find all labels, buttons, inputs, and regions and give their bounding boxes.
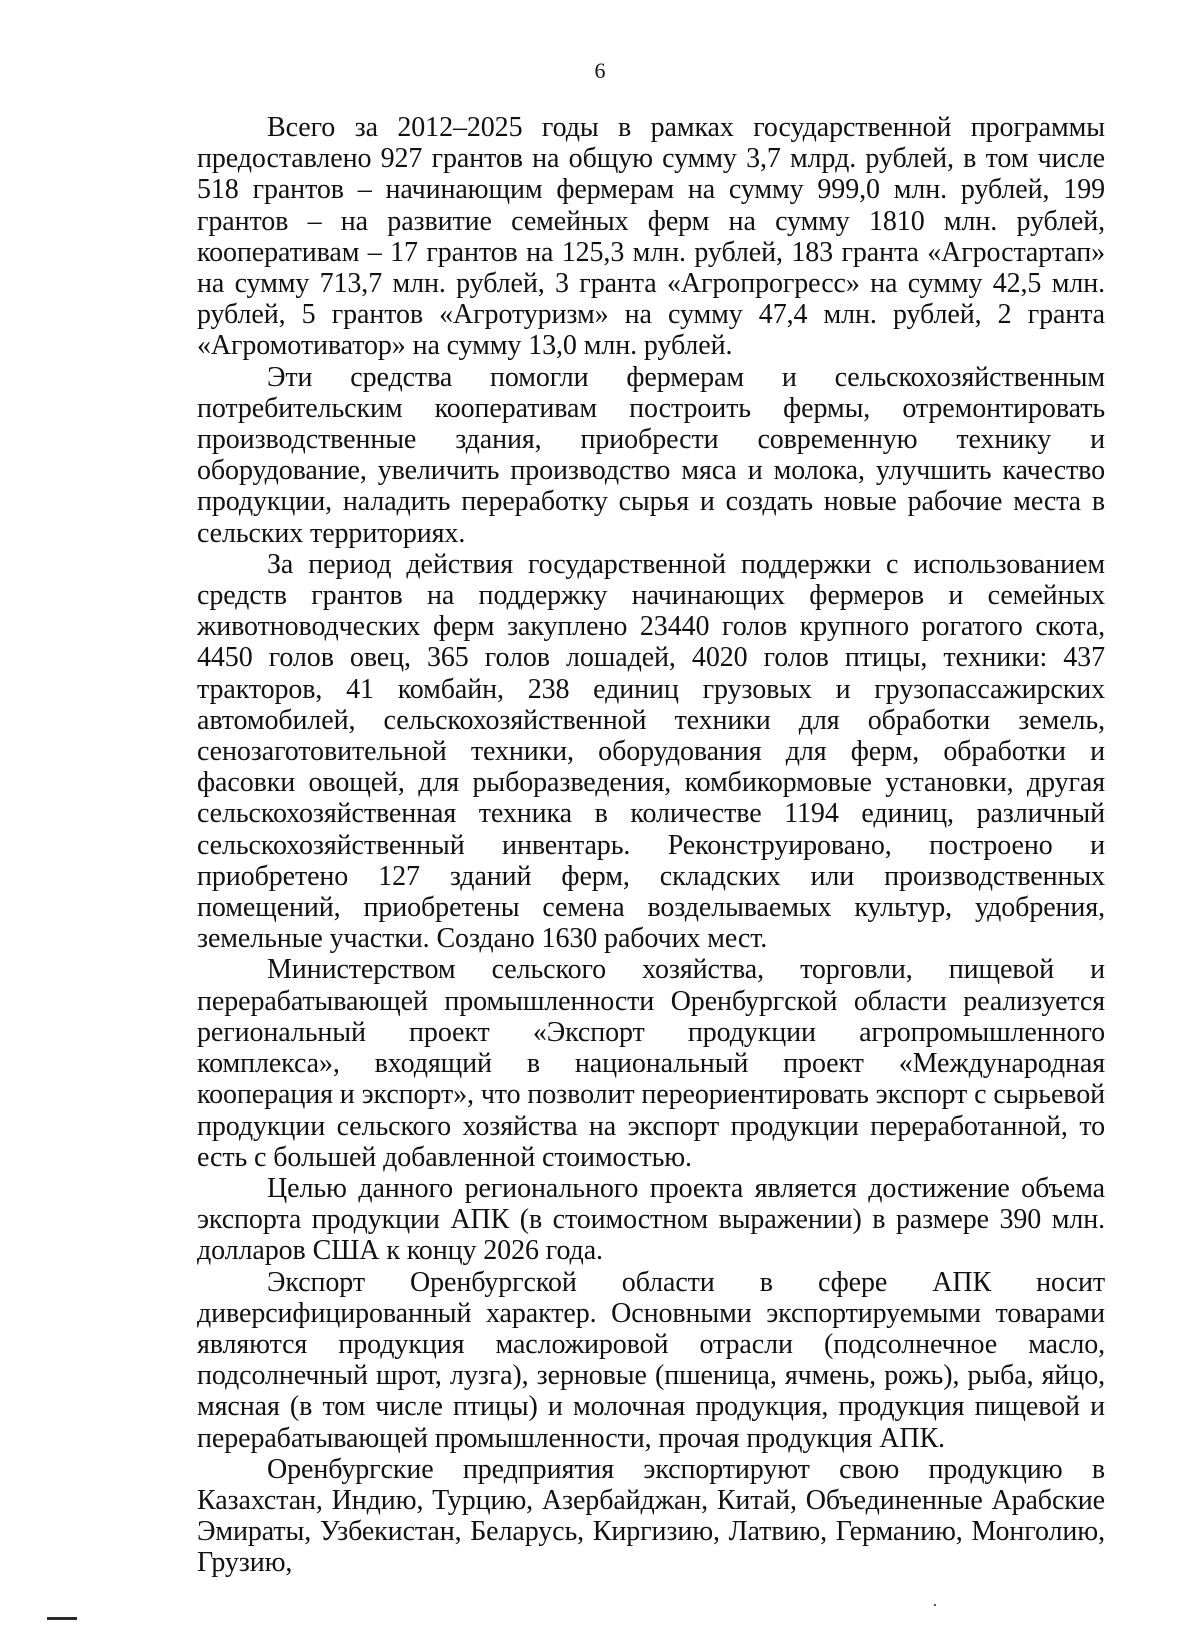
- paragraph-export-structure: Экспорт Оренбургской области в сфере АПК носит диверсифицированный характер. Основными экспортируемыми товарами являются продукция масложировой отрасли (подсолнечное масло, подсолнечный шрот, лузга), зерновые (пшеница, ячмень, рожь), рыба, яйцо, мясная (в том числе птицы) и молочная продукция, продукция пищевой и перерабатывающей промышленности, прочая продукция АПК.: [197, 1266, 1105, 1454]
- paragraph-grants-total: Всего за 2012–2025 годы в рамках государственной программы предоставлено 927 грантов на общую сумму 3,7 млрд. рублей, в том числе 518 грантов – начинающим фермерам на сумму 999,0 млн. рублей, 199 грантов – на развитие семейных ферм на сумму 1810 млн. рублей, кооперативам – 17 грантов на 125,3 млн. рублей, 183 гранта «Агростартап» на сумму 713,7 млн. рублей, 3 гранта «Агропрогресс» на сумму 42,5 млн. рублей, 5 грантов «Агротуризм» на сумму 47,4 млн. рублей, 2 гранта «Агромотиватор» на сумму 13,0 млн. рублей.: [197, 112, 1105, 362]
- paragraph-grants-usage: Эти средства помогли фермерам и сельскохозяйственным потребительским кооперативам построить фермы, отремонтировать производственные здания, приобрести современную технику и оборудование, увеличить производство мяса и молока, улучшить качество продукции, наладить переработку сырья и создать новые рабочие места в сельских территориях.: [197, 361, 1105, 549]
- scan-artifact-dot: [934, 1604, 936, 1606]
- body-text: [197, 112, 1105, 1579]
- paragraph-purchases: За период действия государственной поддержки с использованием средств грантов на поддержку начинающих фермеров и семейных животноводческих ферм закуплено 23440 голов крупного рогатого скота, 4450 голов овец, 365 голов лошадей, 4020 голов птицы, техники: 437 тракторов, 41 комбайн, 238 единиц грузовых и грузопассажирских автомобилей, сельскохозяйственной техники для обработки земель, сенозаготовительной техники, оборудования для ферм, обработки и фасовки овощей, для рыборазведения, комбикормовые установки, другая сельскохозяйственная техника в количестве 1194 единиц, различный сельскохозяйственный инвентарь. Реконструировано, построено и приобретено 127 зданий ферм, складских или производственных помещений, приобретены семена возделываемых культур, удобрения, земельные участки. Создано 1630 рабочих мест.: [197, 548, 1105, 955]
- paragraph-export-countries: Оренбургские предприятия экспортируют свою продукцию в Казахстан, Индию, Турцию, Азербайджан, Китай, Объединенные Арабские Эмираты, Узбекистан, Беларусь, Киргизию, Латвию, Германию, Монголию, Грузию,: [197, 1453, 1105, 1579]
- scan-artifact-mark: [47, 1617, 77, 1620]
- paragraph-export-project: Министерством сельского хозяйства, торговли, пищевой и перерабатывающей промышленности Оренбургской области реализуется региональный проект «Экспорт продукции агропромышленного комплекса», входящий в национальный проект «Международная кооперация и экспорт», что позволит переориентировать экспорт с сырьевой продукции сельского хозяйства на экспорт продукции переработанной, то есть с большей добавленной стоимостью.: [197, 954, 1105, 1173]
- paragraph-project-goal: Целью данного регионального проекта является достижение объема экспорта продукции АПК (в стоимостном выражении) в размере 390 млн. долларов США к концу 2026 года.: [197, 1172, 1105, 1267]
- page-number: 6: [594, 58, 606, 83]
